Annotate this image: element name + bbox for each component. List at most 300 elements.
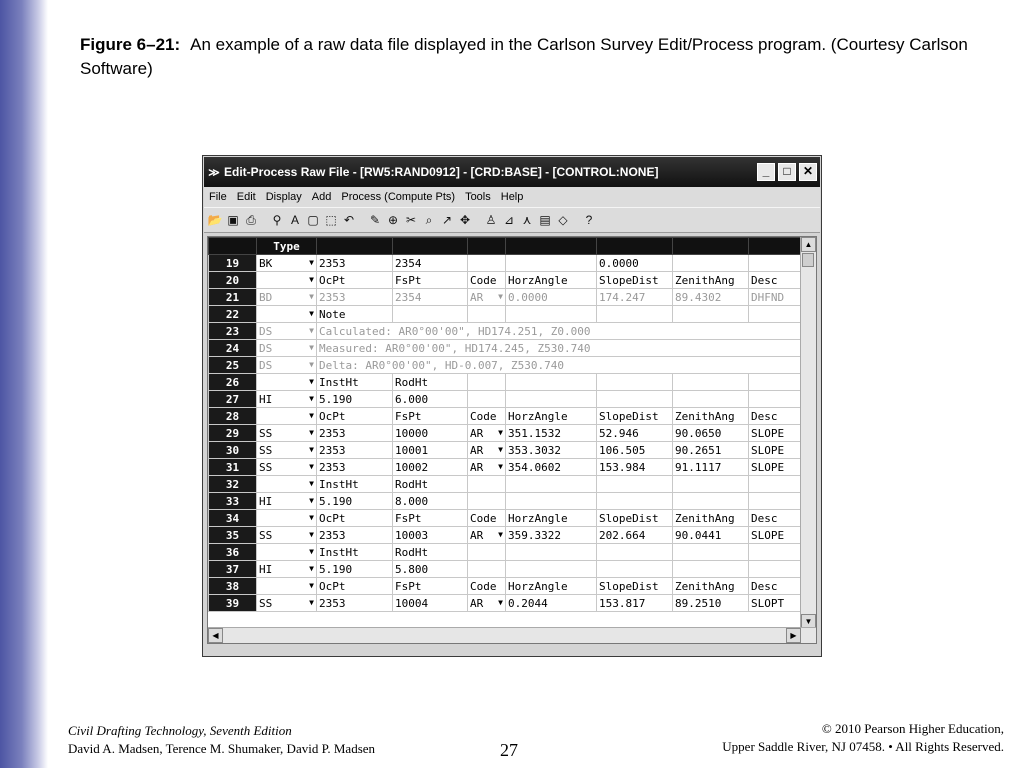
column-header[interactable] [597,238,673,255]
footer-copyright [722,720,1004,756]
data-cell[interactable]: 10002 [393,459,468,476]
type-cell[interactable] [257,255,317,272]
dropdown-arrow-icon[interactable]: ▼ [309,513,314,522]
close-button[interactable]: ✕ [799,163,817,181]
row-number[interactable]: 24 [209,340,257,357]
row-number[interactable]: 27 [209,391,257,408]
data-cell[interactable]: InstHt [317,374,393,391]
data-cell[interactable] [673,544,749,561]
data-cell[interactable]: 8.000 [393,493,468,510]
dropdown-arrow-icon[interactable]: ▼ [309,547,314,556]
type-value: BK [259,256,273,270]
data-cell[interactable] [506,561,597,578]
type-cell[interactable] [257,272,317,289]
edit-process-window [202,155,822,657]
data-cell[interactable] [749,255,805,272]
type-cell[interactable] [257,595,317,612]
data-cell[interactable]: 90.0441 [673,527,749,544]
data-cell[interactable]: 0.0000 [506,289,597,306]
dropdown-arrow-icon[interactable]: ▼ [498,530,503,539]
data-cell[interactable]: Code [468,578,506,595]
data-cell[interactable] [468,459,506,476]
data-cell[interactable]: Desc [749,272,805,289]
type-cell[interactable] [257,544,317,561]
row-number[interactable]: 35 [209,527,257,544]
data-cell[interactable]: 153.984 [597,459,673,476]
data-cell[interactable] [468,374,506,391]
table-row[interactable] [209,425,805,442]
data-cell[interactable]: 10001 [393,442,468,459]
table-row[interactable] [209,408,805,425]
data-cell[interactable] [393,306,468,323]
scroll-right-icon[interactable]: ▶ [786,628,801,643]
data-cell[interactable]: 2354 [393,255,468,272]
dropdown-arrow-icon[interactable]: ▼ [498,445,503,454]
row-number[interactable]: 34 [209,510,257,527]
dropdown-arrow-icon[interactable]: ▼ [309,581,314,590]
data-cell[interactable]: SLOPT [749,595,805,612]
data-cell[interactable] [468,561,506,578]
data-cell[interactable]: 5.190 [317,493,393,510]
type-cell[interactable] [257,442,317,459]
menu-item[interactable]: Tools [465,191,491,203]
data-cell[interactable]: 106.505 [597,442,673,459]
data-cell[interactable] [749,391,805,408]
table-row[interactable] [209,357,805,374]
data-cell[interactable]: HorzAngle [506,510,597,527]
data-cell[interactable] [506,306,597,323]
type-value: SS [259,426,273,440]
figure-caption [80,33,980,81]
dropdown-arrow-icon[interactable]: ▼ [309,292,314,301]
data-cell[interactable]: SLOPE [749,442,805,459]
scissors-icon[interactable]: ✂ [405,213,417,227]
data-cell[interactable]: 153.817 [597,595,673,612]
data-cell[interactable]: 5.190 [317,391,393,408]
data-cell[interactable] [506,544,597,561]
row-number[interactable]: 38 [209,578,257,595]
table-row[interactable] [209,544,805,561]
data-cell[interactable] [468,493,506,510]
data-cell[interactable] [597,476,673,493]
row-number[interactable]: 23 [209,323,257,340]
data-cell[interactable]: Note [317,306,393,323]
data-cell[interactable]: ZenithAng [673,408,749,425]
raw-data-table [208,237,805,612]
type-cell[interactable] [257,374,317,391]
type-value: SS [259,596,273,610]
data-cell[interactable] [468,595,506,612]
data-cell[interactable] [749,476,805,493]
vertical-scrollbar[interactable] [800,237,816,629]
data-cell[interactable]: 2354 [393,289,468,306]
type-value: SS [259,528,273,542]
type-cell[interactable] [257,578,317,595]
row-number[interactable]: 20 [209,272,257,289]
row-number[interactable]: 39 [209,595,257,612]
data-cell[interactable] [597,493,673,510]
data-cell[interactable] [468,544,506,561]
data-cell[interactable]: DHFND [749,289,805,306]
traverse-icon[interactable]: ⋏ [522,213,532,227]
footer-book-info [68,722,375,758]
print-icon[interactable]: ⎙ [246,213,256,227]
horizontal-scrollbar[interactable] [208,627,816,643]
toolbar [204,207,820,233]
note-cell[interactable]: Calculated: AR0°00'00", HD174.251, Z0.000 [317,323,805,340]
data-cell[interactable]: Desc [749,578,805,595]
data-cell[interactable]: 10000 [393,425,468,442]
type-value: SS [259,460,273,474]
data-cell[interactable]: SlopeDist [597,408,673,425]
data-cell[interactable]: 2353 [317,425,393,442]
scroll-down-icon[interactable]: ▼ [801,614,816,629]
row-number[interactable]: 26 [209,374,257,391]
type-value: SS [259,443,273,457]
dropdown-arrow-icon[interactable]: ▼ [309,309,314,318]
note-cell[interactable]: Delta: AR0°00'00", HD-0.007, Z530.740 [317,357,805,374]
data-cell[interactable]: HorzAngle [506,272,597,289]
find-icon[interactable]: ⚲ [272,213,282,227]
row-number[interactable]: 33 [209,493,257,510]
data-cell[interactable] [597,306,673,323]
data-cell[interactable]: 89.2510 [673,595,749,612]
code-value: AR [470,596,484,610]
print-setup-icon[interactable]: ▤ [539,213,551,227]
data-cell[interactable]: ZenithAng [673,272,749,289]
data-cell[interactable]: RodHt [393,374,468,391]
table-row[interactable] [209,595,805,612]
table-row[interactable] [209,374,805,391]
data-cell[interactable]: 89.4302 [673,289,749,306]
select-icon[interactable]: ⬚ [325,213,337,227]
data-cell[interactable] [597,374,673,391]
code-value: AR [470,443,484,457]
row-number[interactable]: 32 [209,476,257,493]
data-cell[interactable]: InstHt [317,476,393,493]
type-cell[interactable] [257,340,317,357]
measure-icon[interactable]: ⊿ [503,213,515,227]
data-cell[interactable]: 0.0000 [597,255,673,272]
table-row[interactable] [209,578,805,595]
dropdown-arrow-icon[interactable]: ▼ [309,462,314,471]
minimize-button[interactable]: _ [757,163,775,181]
row-number[interactable]: 25 [209,357,257,374]
scroll-thumb[interactable] [802,253,814,267]
data-cell[interactable] [749,544,805,561]
data-cell[interactable]: SLOPE [749,459,805,476]
menu-item[interactable]: Display [265,191,302,203]
data-cell[interactable]: 0.2044 [506,595,597,612]
data-cell[interactable] [673,493,749,510]
save-icon[interactable]: ▣ [227,213,239,227]
type-cell[interactable] [257,510,317,527]
type-cell[interactable] [257,476,317,493]
dropdown-arrow-icon[interactable]: ▼ [309,496,314,505]
table-row[interactable] [209,289,805,306]
data-cell[interactable] [468,476,506,493]
data-cell[interactable]: 354.0602 [506,459,597,476]
data-cell[interactable] [506,476,597,493]
figure-caption-text: An example of a raw data file displayed in the Carlson Survey Edit/Process program. (Courtesy Carlson Software) [80,35,968,78]
data-cell[interactable]: 6.000 [393,391,468,408]
data-cell[interactable]: Desc [749,408,805,425]
data-cell[interactable]: ZenithAng [673,510,749,527]
table-row[interactable] [209,476,805,493]
menu-item[interactable]: Edit [236,191,256,203]
move-icon[interactable]: ✥ [459,213,471,227]
data-cell[interactable]: HorzAngle [506,408,597,425]
column-header[interactable] [468,238,506,255]
data-cell[interactable]: 52.946 [597,425,673,442]
row-number[interactable]: 31 [209,459,257,476]
column-header[interactable] [393,238,468,255]
table-row[interactable] [209,510,805,527]
dropdown-arrow-icon[interactable]: ▼ [309,564,314,573]
table-row[interactable] [209,306,805,323]
dropdown-arrow-icon[interactable]: ▼ [309,377,314,386]
data-cell[interactable] [597,561,673,578]
menu-item[interactable]: File [209,191,227,203]
data-cell[interactable] [673,374,749,391]
table-row[interactable] [209,561,805,578]
window-titlebar[interactable] [204,157,820,187]
row-number[interactable]: 19 [209,255,257,272]
draw-icon[interactable]: ✎ [369,213,381,227]
type-cell[interactable] [257,561,317,578]
type-cell[interactable] [257,289,317,306]
menu-item[interactable]: Add [311,191,332,203]
data-cell[interactable]: FsPt [393,272,468,289]
data-cell[interactable]: 10003 [393,527,468,544]
data-cell[interactable]: Code [468,510,506,527]
data-cell[interactable]: OcPt [317,578,393,595]
data-cell[interactable]: 359.3322 [506,527,597,544]
data-cell[interactable] [673,561,749,578]
type-cell[interactable] [257,408,317,425]
data-cell[interactable] [506,255,597,272]
data-cell[interactable]: SLOPE [749,527,805,544]
data-cell[interactable]: 90.2651 [673,442,749,459]
dropdown-arrow-icon[interactable]: ▼ [309,258,314,267]
book-authors: David A. Madsen, Terence M. Shumaker, David P. Madsen [68,741,376,756]
figure-label: Figure 6–21: [80,35,181,54]
data-cell[interactable] [749,306,805,323]
type-cell[interactable] [257,357,317,374]
column-header[interactable] [506,238,597,255]
data-cell[interactable] [468,442,506,459]
dropdown-arrow-icon[interactable]: ▼ [498,428,503,437]
dropdown-arrow-icon[interactable]: ▼ [498,292,503,301]
data-cell[interactable] [468,425,506,442]
zoom-icon[interactable]: ⊕ [387,213,399,227]
table-row[interactable] [209,527,805,544]
data-cell[interactable]: SlopeDist [597,510,673,527]
dropdown-arrow-icon[interactable]: ▼ [309,530,314,539]
data-cell[interactable]: HorzAngle [506,578,597,595]
row-number-header [209,238,257,255]
data-cell[interactable]: 10004 [393,595,468,612]
zoom-window-icon[interactable]: ⌕ [425,213,433,227]
column-header[interactable] [317,238,393,255]
data-cell[interactable]: 2353 [317,527,393,544]
type-value: HI [259,562,273,576]
row-number[interactable]: 22 [209,306,257,323]
scroll-up-icon[interactable]: ▲ [801,237,816,252]
data-cell[interactable]: FsPt [393,408,468,425]
dropdown-arrow-icon[interactable]: ▼ [498,462,503,471]
data-cell[interactable] [506,374,597,391]
data-cell[interactable]: OcPt [317,408,393,425]
code-value: AR [470,460,484,474]
dropdown-arrow-icon[interactable]: ▼ [309,360,314,369]
book-title: Civil Drafting Technology, Seventh Edition [68,723,292,738]
data-cell[interactable] [468,527,506,544]
type-column-header[interactable]: Type [257,238,317,255]
pointer-icon[interactable]: ↗ [441,213,453,227]
data-cell[interactable] [506,391,597,408]
type-cell[interactable] [257,493,317,510]
data-cell[interactable] [468,306,506,323]
data-cell[interactable] [468,289,506,306]
data-cell[interactable]: Desc [749,510,805,527]
help-icon[interactable]: ? [585,213,593,227]
page-icon[interactable]: ▢ [307,213,319,227]
erase-icon[interactable]: ◇ [558,213,568,227]
data-cell[interactable]: 91.1117 [673,459,749,476]
data-cell[interactable]: 353.3032 [506,442,597,459]
search-text-icon[interactable]: A [290,213,299,227]
data-cell[interactable] [673,255,749,272]
code-value: AR [470,528,484,542]
data-cell[interactable] [673,476,749,493]
dropdown-arrow-icon[interactable]: ▼ [309,411,314,420]
raw-data-grid [207,236,817,644]
data-cell[interactable]: 2353 [317,255,393,272]
table-row[interactable] [209,272,805,289]
data-cell[interactable] [468,391,506,408]
data-cell[interactable]: RodHt [393,544,468,561]
data-cell[interactable]: Code [468,272,506,289]
dropdown-arrow-icon[interactable]: ▼ [309,598,314,607]
data-cell[interactable]: 174.247 [597,289,673,306]
data-cell[interactable] [749,561,805,578]
menu-item[interactable]: Process (Compute Pts) [341,191,456,203]
dropdown-arrow-icon[interactable]: ▼ [309,343,314,352]
data-cell[interactable] [749,493,805,510]
open-icon[interactable]: 📂 [207,213,223,227]
column-header[interactable] [749,238,805,255]
column-header[interactable] [673,238,749,255]
code-value: AR [470,290,484,304]
data-cell[interactable]: SlopeDist [597,578,673,595]
data-cell[interactable]: SlopeDist [597,272,673,289]
data-cell[interactable]: InstHt [317,544,393,561]
type-cell[interactable] [257,306,317,323]
copyright-line: © 2010 Pearson Higher Education, [821,721,1004,736]
dropdown-arrow-icon[interactable]: ▼ [309,445,314,454]
dropdown-arrow-icon[interactable]: ▼ [309,479,314,488]
data-cell[interactable]: 202.664 [597,527,673,544]
menu-bar [204,187,820,207]
data-cell[interactable]: RodHt [393,476,468,493]
data-cell[interactable]: OcPt [317,272,393,289]
type-value: HI [259,392,273,406]
publisher-address: Upper Saddle River, NJ 07458. • All Rights Reserved. [722,739,1004,754]
note-cell[interactable]: Measured: AR0°00'00", HD174.245, Z530.740 [317,340,805,357]
type-value: BD [259,290,273,304]
type-value: DS [259,358,273,372]
type-cell[interactable] [257,391,317,408]
data-cell[interactable]: 5.800 [393,561,468,578]
data-cell[interactable]: 351.1532 [506,425,597,442]
table-row[interactable] [209,493,805,510]
maximize-button[interactable]: □ [778,163,796,181]
data-cell[interactable]: 2353 [317,289,393,306]
dropdown-arrow-icon[interactable]: ▼ [309,275,314,284]
data-cell[interactable] [506,493,597,510]
row-number[interactable]: 29 [209,425,257,442]
data-cell[interactable] [468,255,506,272]
table-row[interactable] [209,459,805,476]
data-cell[interactable] [673,306,749,323]
dropdown-arrow-icon[interactable]: ▼ [498,598,503,607]
data-cell[interactable] [749,374,805,391]
row-number[interactable]: 37 [209,561,257,578]
row-number[interactable]: 21 [209,289,257,306]
dropdown-arrow-icon[interactable]: ▼ [309,326,314,335]
type-cell[interactable] [257,459,317,476]
table-row[interactable] [209,255,805,272]
data-cell[interactable]: 2353 [317,442,393,459]
data-cell[interactable]: 2353 [317,595,393,612]
data-cell[interactable]: Code [468,408,506,425]
type-value: DS [259,324,273,338]
dropdown-arrow-icon[interactable]: ▼ [309,394,314,403]
data-cell[interactable]: FsPt [393,510,468,527]
data-cell[interactable] [597,544,673,561]
type-cell[interactable] [257,425,317,442]
data-cell[interactable] [597,391,673,408]
row-number[interactable]: 30 [209,442,257,459]
table-row[interactable] [209,323,805,340]
app-icon[interactable]: ≫ [208,166,220,179]
table-row[interactable] [209,340,805,357]
row-number[interactable]: 28 [209,408,257,425]
data-cell[interactable]: 5.190 [317,561,393,578]
data-cell[interactable]: ZenithAng [673,578,749,595]
row-number[interactable]: 36 [209,544,257,561]
menu-item[interactable]: Help [500,191,524,203]
data-cell[interactable]: OcPt [317,510,393,527]
undo-icon[interactable]: ↶ [343,213,355,227]
scroll-left-icon[interactable]: ◀ [208,628,223,643]
type-cell[interactable] [257,527,317,544]
data-cell[interactable]: 90.0650 [673,425,749,442]
data-cell[interactable] [673,391,749,408]
data-cell[interactable]: SLOPE [749,425,805,442]
data-cell[interactable]: FsPt [393,578,468,595]
type-cell[interactable] [257,323,317,340]
page-number: 27 [500,740,518,760]
table-row[interactable] [209,391,805,408]
data-cell[interactable]: 2353 [317,459,393,476]
person-icon[interactable]: ♙ [485,213,497,227]
table-row[interactable] [209,442,805,459]
dropdown-arrow-icon[interactable]: ▼ [309,428,314,437]
type-value: DS [259,341,273,355]
code-value: AR [470,426,484,440]
